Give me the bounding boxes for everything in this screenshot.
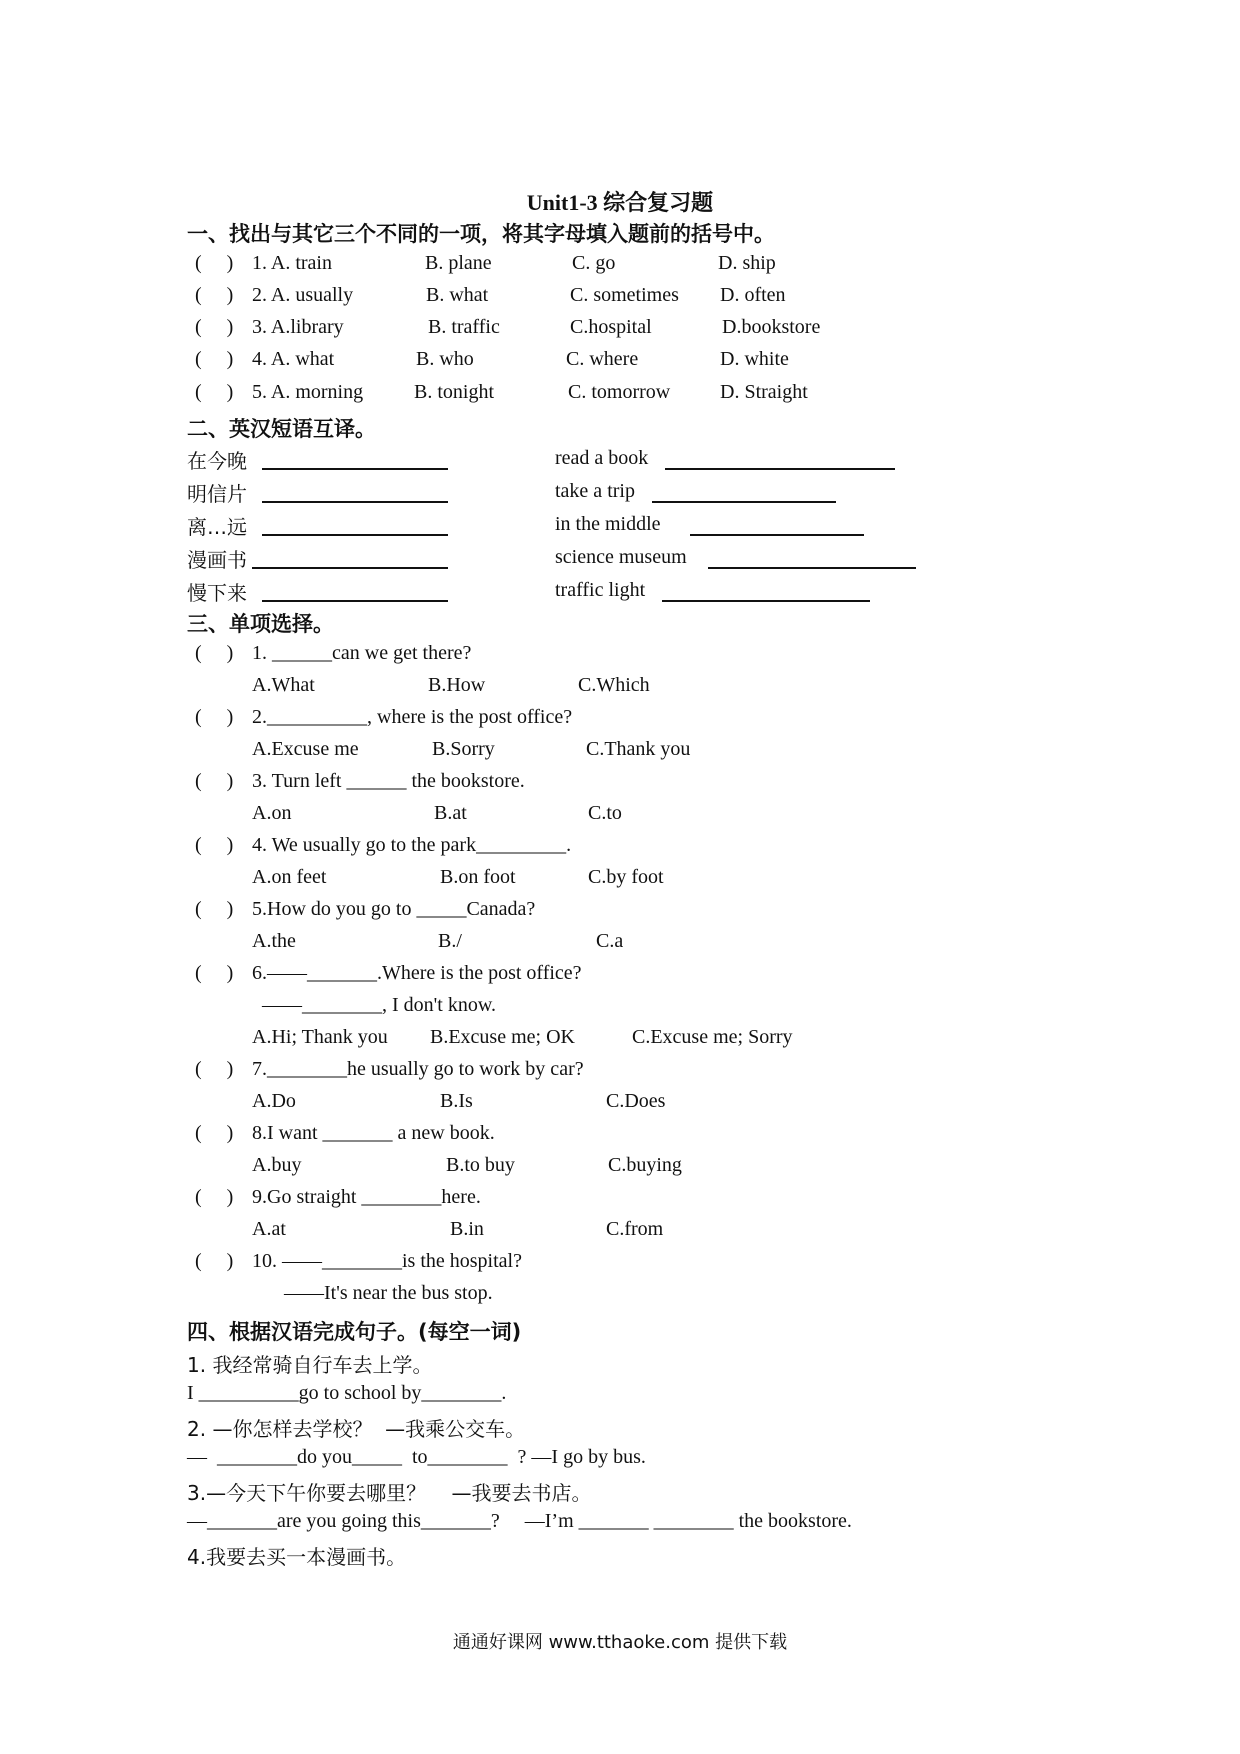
choice-option-b: B.Is <box>440 1090 473 1112</box>
choice-option-b: B.on foot <box>440 866 516 888</box>
answer-blank[interactable] <box>262 600 448 602</box>
question-stem: 7.________he usually go to work by car? <box>252 1058 584 1080</box>
choice-option-a: A.Excuse me <box>252 738 359 760</box>
question-option-a: 4. A. what <box>252 348 335 370</box>
page-title: Unit1-3 综合复习题 <box>526 190 714 215</box>
choice-option-b: B.Sorry <box>432 738 495 760</box>
choice-option-a: A.on feet <box>252 866 327 888</box>
answer-bracket[interactable]: ( ) <box>195 284 234 306</box>
question-option-b: B. tonight <box>414 381 495 403</box>
choice-option-b: B.Excuse me; OK <box>430 1026 575 1048</box>
answer-bracket[interactable]: ( ) <box>195 1186 234 1208</box>
phrase-cn-2: 明信片 <box>187 482 247 506</box>
answer-bracket[interactable]: ( ) <box>195 706 234 728</box>
sentence-1-english: I __________go to school by________. <box>187 1382 507 1404</box>
question-stem: 5.How do you go to _____Canada? <box>252 898 536 920</box>
question-option-d: D. often <box>720 284 786 306</box>
choice-option-a: A.buy <box>252 1154 302 1176</box>
question-option-c: C.hospital <box>570 316 652 338</box>
choice-option-c: C.Does <box>606 1090 666 1112</box>
question-option-a: 5. A. morning <box>252 381 364 403</box>
answer-blank[interactable] <box>262 501 448 503</box>
question-stem: 8.I want _______ a new book. <box>252 1122 495 1144</box>
question-option-a: 1. A. train <box>252 252 332 274</box>
choice-option-b: B.in <box>450 1218 484 1240</box>
answer-bracket[interactable]: ( ) <box>195 834 234 856</box>
answer-bracket[interactable]: ( ) <box>195 962 234 984</box>
phrase-cn-3: 离…远 <box>187 515 247 539</box>
footer-credit: 通通好课网 www.tthaoke.com 提供下载 <box>452 1632 788 1653</box>
question-option-d: D.bookstore <box>722 316 821 338</box>
choice-option-b: B.at <box>434 802 467 824</box>
choice-option-c: C.Thank you <box>586 738 691 760</box>
sentence-1-chinese: 1. 我经常骑自行车去上学。 <box>187 1353 433 1377</box>
answer-blank[interactable] <box>665 468 895 470</box>
phrase-en-2: take a trip <box>555 480 635 502</box>
answer-bracket[interactable]: ( ) <box>195 642 234 664</box>
sentence-3-english: —_______are you going this_______? —I’m _______ ________ the bookstore. <box>187 1510 852 1532</box>
sentence-2-english: — ________do you_____ to________ ? —I go by bus. <box>187 1446 646 1468</box>
question-option-c: C. tomorrow <box>568 381 671 403</box>
answer-bracket[interactable]: ( ) <box>195 1058 234 1080</box>
question-option-b: B. plane <box>425 252 492 274</box>
question-option-a: 2. A. usually <box>252 284 354 306</box>
choice-option-a: A.the <box>252 930 296 952</box>
choice-option-a: A.Hi; Thank you <box>252 1026 388 1048</box>
answer-bracket[interactable]: ( ) <box>195 252 234 274</box>
section4-heading: 四、根据汉语完成句子。(每空一词) <box>187 1320 522 1344</box>
choice-option-a: A.Do <box>252 1090 296 1112</box>
question-stem-reply: ——________, I don't know. <box>262 994 496 1016</box>
question-stem: 9.Go straight ________here. <box>252 1186 481 1208</box>
question-option-a: 3. A.library <box>252 316 344 338</box>
question-option-d: D. Straight <box>720 381 808 403</box>
sentence-4-chinese: 4.我要去买一本漫画书。 <box>187 1545 407 1569</box>
answer-bracket[interactable]: ( ) <box>195 1122 234 1144</box>
answer-bracket[interactable]: ( ) <box>195 381 234 403</box>
answer-blank[interactable] <box>708 567 916 569</box>
sentence-2-chinese: 2. —你怎样去学校？ —我乘公交车。 <box>187 1417 526 1441</box>
choice-option-a: A.What <box>252 674 315 696</box>
question-stem: 3. Turn left ______ the bookstore. <box>252 770 525 792</box>
phrase-cn-1: 在今晚 <box>187 449 247 473</box>
answer-bracket[interactable]: ( ) <box>195 348 234 370</box>
question-stem: 1. ______can we get there? <box>252 642 472 664</box>
answer-blank[interactable] <box>262 468 448 470</box>
choice-option-c: C.from <box>606 1218 664 1240</box>
question-option-c: C. sometimes <box>570 284 679 306</box>
question-stem-reply: ——It's near the bus stop. <box>284 1282 493 1304</box>
section1-heading: 一、找出与其它三个不同的一项，将其字母填入题前的括号中。 <box>187 222 775 246</box>
choice-option-c: C.a <box>596 930 624 952</box>
section2-heading: 二、英汉短语互译。 <box>187 417 376 441</box>
phrase-cn-4: 漫画书 <box>187 548 247 572</box>
choice-option-c: C.Which <box>578 674 650 696</box>
phrase-en-4: science museum <box>555 546 687 568</box>
phrase-cn-5: 慢下来 <box>187 581 247 605</box>
question-option-b: B. who <box>416 348 474 370</box>
choice-option-a: A.at <box>252 1218 286 1240</box>
phrase-en-3: in the middle <box>555 513 661 535</box>
question-stem: 2.__________, where is the post office? <box>252 706 573 728</box>
phrase-en-5: traffic light <box>555 579 646 601</box>
answer-bracket[interactable]: ( ) <box>195 1250 234 1272</box>
section3-heading: 三、单项选择。 <box>187 612 334 636</box>
question-option-c: C. go <box>572 252 616 274</box>
question-option-d: D. white <box>720 348 789 370</box>
question-stem: 10. ——________is the hospital? <box>252 1250 522 1272</box>
question-option-b: B. what <box>426 284 489 306</box>
answer-blank[interactable] <box>690 534 864 536</box>
answer-blank[interactable] <box>252 567 448 569</box>
question-option-b: B. traffic <box>428 316 500 338</box>
choice-option-c: C.by foot <box>588 866 664 888</box>
question-stem: 6.——_______.Where is the post office? <box>252 962 582 984</box>
phrase-en-1: read a book <box>555 447 649 469</box>
choice-option-c: C.Excuse me; Sorry <box>632 1026 793 1048</box>
answer-blank[interactable] <box>652 501 836 503</box>
sentence-3-chinese: 3.—今天下午你要去哪里？ —我要去书店。 <box>187 1481 592 1505</box>
question-stem: 4. We usually go to the park_________. <box>252 834 572 856</box>
answer-bracket[interactable]: ( ) <box>195 898 234 920</box>
choice-option-a: A.on <box>252 802 292 824</box>
choice-option-b: B.to buy <box>446 1154 515 1176</box>
answer-bracket[interactable]: ( ) <box>195 770 234 792</box>
answer-blank[interactable] <box>262 534 448 536</box>
choice-option-b: B.How <box>428 674 486 696</box>
choice-option-c: C.to <box>588 802 622 824</box>
choice-option-b: B./ <box>438 930 462 952</box>
question-option-c: C. where <box>566 348 639 370</box>
choice-option-c: C.buying <box>608 1154 682 1176</box>
answer-blank[interactable] <box>662 600 870 602</box>
question-option-d: D. ship <box>718 252 776 274</box>
answer-bracket[interactable]: ( ) <box>195 316 234 338</box>
